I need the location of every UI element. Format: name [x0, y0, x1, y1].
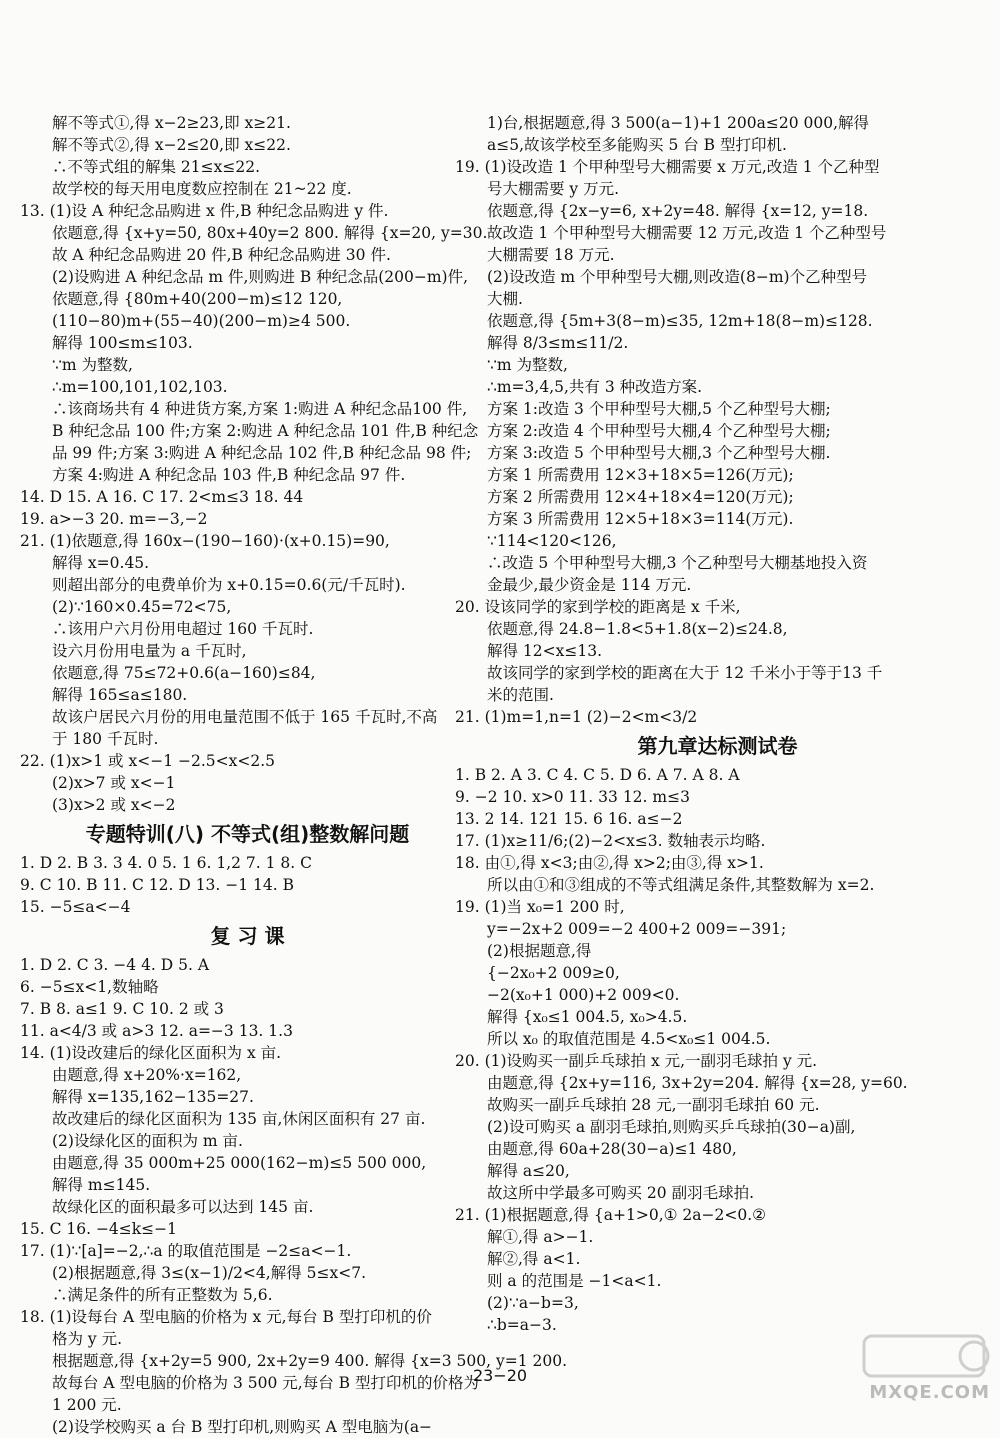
answer-line: 1. D 2. C 3. −4 4. D 5. A [20, 956, 210, 974]
answer-line: 18. 由①,得 x<3;由②,得 x>2;由③,得 x>1. [455, 854, 764, 872]
answer-line: ∴m=100,101,102,103. [52, 378, 228, 396]
section-heading: 第九章达标测试卷 [637, 734, 798, 758]
answer-line: 9. −2 10. x>0 11. 33 12. m≤3 [455, 788, 690, 806]
answer-line: 11. a<4/3 或 a>3 12. a=−3 13. 1.3 [20, 1022, 293, 1040]
answer-line: 号大棚需要 y 万元. [487, 180, 620, 198]
answer-line: ∵m 为整数, [52, 356, 133, 374]
answer-line: 1. D 2. B 3. 3 4. 0 5. 1 6. 1,2 7. 1 8. C [20, 854, 312, 872]
answer-line: ∴b=a−3. [487, 1316, 557, 1334]
answer-line: ∴改造 5 个甲种型号大棚,3 个乙种型号大棚基地投入资 [487, 554, 868, 572]
answer-line: (2)∵a−b=3, [487, 1294, 579, 1312]
answer-line: 所以 x₀ 的取值范围是 4.5<x₀≤1 004.5. [487, 1030, 771, 1048]
answer-line: ∵m 为整数, [487, 356, 568, 374]
answer-line: y=−2x+2 009=−2 400+2 009=−391; [487, 920, 787, 938]
answer-line: 故学校的每天用电度数应控制在 21~22 度. [52, 180, 352, 198]
answer-line: 根据题意,得 {x+2y=5 900, 2x+2y=9 400. 解得 {x=3 500, y=1 200. [52, 1352, 567, 1370]
answer-line: 19. (1)设改造 1 个甲种型号大棚需要 x 万元,改造 1 个乙种型 [455, 158, 880, 176]
answer-line: 21. (1)m=1,n=1 (2)−2<m<3/2 [455, 708, 698, 726]
answer-line: 15. C 16. −4≤k≤−1 [20, 1220, 178, 1238]
answer-line: 依题意,得 75≤72+0.6(a−160)≤84, [52, 664, 316, 682]
answer-line: (3)x>2 或 x<−2 [52, 796, 176, 814]
answer-line: 由题意,得 35 000m+25 000(162−m)≤5 500 000, [52, 1154, 427, 1172]
watermark-text: MXQE.COM [869, 1382, 990, 1403]
answer-line: (2)设绿化区的面积为 m 亩. [52, 1132, 243, 1150]
page-number: 23−20 [472, 1366, 528, 1385]
answer-line: 米的范围. [487, 686, 554, 704]
answer-line: 20. (1)设购买一副乒乓球拍 x 元,一副羽毛球拍 y 元. [455, 1052, 818, 1070]
answer-line: 所以由①和③组成的不等式组满足条件,其整数解为 x=2. [487, 876, 875, 894]
answer-line: 品 99 件;方案 3:购进 A 种纪念品 102 件,B 种纪念品 98 件; [52, 444, 472, 462]
answer-line: ∴该用户六月份用电超过 160 千瓦时. [52, 620, 314, 638]
answer-line: 由题意,得 x+20%·x=162, [52, 1066, 242, 1084]
answer-line: 方案 2:改造 4 个甲种型号大棚,4 个乙种型号大棚; [487, 422, 831, 440]
answer-line: 则超出部分的电费单价为 x+0.15=0.6(元/千瓦时). [52, 576, 406, 594]
answer-line: 大棚. [487, 290, 523, 308]
answer-line: 解得 165≤a≤180. [52, 686, 188, 704]
answer-line: 方案 1:改造 3 个甲种型号大棚,5 个乙种型号大棚; [487, 400, 831, 418]
answer-line: 1 200 元. [52, 1396, 122, 1414]
answer-line: 由题意,得 {2x+y=116, 3x+2y=204. 解得 {x=28, y=60. [487, 1074, 908, 1092]
answer-line: 解不等式①,得 x−2≥23,即 x≥21. [52, 114, 291, 132]
answer-line: 19. a>−3 20. m=−3,−2 [20, 510, 208, 528]
answer-line: 依题意,得 24.8−1.8<5+1.8(x−2)≤24.8, [487, 620, 788, 638]
answer-line: 7. B 8. a≤1 9. C 10. 2 或 3 [20, 1000, 224, 1018]
answer-line: 则 a 的范围是 −1<a<1. [487, 1272, 662, 1290]
answer-line: 13. (1)设 A 种纪念品购进 x 件,B 种纪念品购进 y 件. [20, 202, 389, 220]
answer-line: 方案 4:购进 A 种纪念品 103 件,B 种纪念品 97 件. [52, 466, 406, 484]
answer-line: 格为 y 元. [52, 1330, 123, 1348]
answer-line: 解不等式②,得 x−2≤20,即 x≤22. [52, 136, 291, 154]
answer-line: 解得 {x₀≤1 004.5, x₀>4.5. [487, 1008, 688, 1026]
answer-line: 故绿化区的面积最多可以达到 145 亩. [52, 1198, 314, 1216]
answer-line: (2)∵160×0.45=72<75, [52, 598, 232, 616]
answer-line: 1. B 2. A 3. C 4. C 5. D 6. A 7. A 8. A [455, 766, 740, 784]
answer-line: ∵114<120<126, [487, 532, 617, 550]
answer-line: B 种纪念品 100 件;方案 2:购进 A 种纪念品 101 件,B 种纪念 [52, 422, 479, 440]
answer-line: 由题意,得 60a+28(30−a)≤1 480, [487, 1140, 737, 1158]
right-column [455, 112, 980, 1336]
answer-line: ∴满足条件的所有正整数为 5,6. [52, 1286, 273, 1304]
answer-line: 方案 1 所需费用 12×3+18×5=126(万元); [487, 466, 794, 484]
section-heading: 复 习 课 [210, 924, 285, 948]
answer-line: ∴该商场共有 4 种进货方案,方案 1:购进 A 种纪念品100 件, [52, 400, 468, 418]
answer-line: 解得 x=135,162−135=27. [52, 1088, 254, 1106]
answer-line: 故购买一副乒乓球拍 28 元,一副羽毛球拍 60 元. [487, 1096, 820, 1114]
answer-line: 14. D 15. A 16. C 17. 2<m≤3 18. 44 [20, 488, 304, 506]
answer-line: 故每台 A 型电脑的价格为 3 500 元,每台 B 型打印机的价格为 [52, 1374, 479, 1392]
answer-line: 故该户居民六月份的用电量范围不低于 165 千瓦时,不高 [52, 708, 438, 726]
answer-line: 故改建后的绿化区面积为 135 亩,休闲区面积有 27 亩. [52, 1110, 426, 1128]
answer-line: 15. −5≤a<−4 [20, 898, 131, 916]
answer-line: 大棚需要 18 万元. [487, 246, 615, 264]
answer-line: 解①,得 a>−1. [487, 1228, 594, 1246]
answer-line: 21. (1)依题意,得 160x−(190−160)·(x+0.15)=90, [20, 532, 390, 550]
answer-line: 设六月份用电量为 a 千瓦时, [52, 642, 247, 660]
answer-line: 故这所中学最多可购买 20 副羽毛球拍. [487, 1184, 755, 1202]
answer-line: 17. (1)∵[a]=−2,∴a 的取值范围是 −2≤a<−1. [20, 1242, 352, 1260]
watermark-logo [824, 1330, 994, 1406]
section-heading: 专题特训(八) 不等式(组)整数解问题 [85, 822, 410, 846]
answer-line: (2)设改造 m 个甲种型号大棚,则改造(8−m)个乙种型号 [487, 268, 868, 286]
answer-line: 依题意,得 {80m+40(200−m)≤12 120, [52, 290, 343, 308]
answer-line: 解②,得 a<1. [487, 1250, 581, 1268]
answer-line: ∴m=3,4,5,共有 3 种改造方案. [487, 378, 703, 396]
answer-line: 解得 12<x≤13. [487, 642, 603, 660]
answer-line: 方案 2 所需费用 12×4+18×4=120(万元); [487, 488, 794, 506]
answer-line: 解得 m≤145. [52, 1176, 151, 1194]
answer-line: 故 A 种纪念品购进 20 件,B 种纪念品购进 30 件. [52, 246, 391, 264]
answer-line: (110−80)m+(55−40)(200−m)≥4 500. [52, 312, 351, 330]
answer-line: 依题意,得 {2x−y=6, x+2y=48. 解得 {x=12, y=18. [487, 202, 869, 220]
answer-line: −2(x₀+1 000)+2 009<0. [487, 986, 680, 1004]
answer-line: 17. (1)x≥11/6;(2)−2<x≤3. 数轴表示均略. [455, 832, 766, 850]
answer-line: (2)设购进 A 种纪念品 m 件,则购进 B 种纪念品(200−m)件, [52, 268, 469, 286]
answer-line: 18. (1)设每台 A 型电脑的价格为 x 元,每台 B 型打印机的价 [20, 1308, 432, 1326]
answer-line: 解得 x=0.45. [52, 554, 150, 572]
answer-line: 故该同学的家到学校的距离在大于 12 千米小于等于13 千 [487, 664, 883, 682]
answer-line: 于 180 千瓦时. [52, 730, 159, 748]
answer-line: (2)设可购买 a 副羽毛球拍,则购买乒乓球拍(30−a)副, [487, 1118, 856, 1136]
answer-line: 方案 3 所需费用 12×5+18×3=114(万元). [487, 510, 794, 528]
answer-line: (2)根据题意,得 [487, 942, 592, 960]
answer-line: 19. (1)当 x₀=1 200 时, [455, 898, 625, 916]
answer-line: 9. C 10. B 11. C 12. D 13. −1 14. B [20, 876, 295, 894]
answer-line: 14. (1)设改建后的绿化区面积为 x 亩. [20, 1044, 282, 1062]
answer-line: 金最少,最少资金是 114 万元. [487, 576, 692, 594]
answer-line: (2)x>7 或 x<−1 [52, 774, 176, 792]
answer-line: (2)根据题意,得 3≤(x−1)/2<4,解得 5≤x<7. [52, 1264, 366, 1282]
answer-line: 依题意,得 {x+y=50, 80x+40y=2 800. 解得 {x=20, y=30. [52, 224, 488, 242]
answer-line: 22. (1)x>1 或 x<−1 −2.5<x<2.5 [20, 752, 275, 770]
answer-line: 故改造 1 个甲种型号大棚需要 12 万元,改造 1 个乙种型号 [487, 224, 887, 242]
answer-line: {−2x₀+2 009≥0, [487, 964, 620, 982]
answer-line: 解得 a≤20, [487, 1162, 570, 1180]
answer-line: 1)台,根据题意,得 3 500(a−1)+1 200a≤20 000,解得 [487, 114, 869, 132]
answer-line: 依题意,得 {5m+3(8−m)≤35, 12m+18(8−m)≤128. [487, 312, 873, 330]
answer-line: 21. (1)根据题意,得 {a+1>0,① 2a−2<0.② [455, 1206, 767, 1224]
answer-line: (2)设学校购买 a 台 B 型打印机,则购买 A 型电脑为(a− [52, 1418, 433, 1436]
answer-line: 解得 8/3≤m≤11/2. [487, 334, 629, 352]
answer-line: ∴不等式组的解集 21≤x≤22. [52, 158, 261, 176]
answer-line: 解得 100≤m≤103. [52, 334, 193, 352]
answer-line: 20. 设该同学的家到学校的距离是 x 千米, [455, 598, 741, 616]
answer-line: 13. 2 14. 121 15. 6 16. a≤−2 [455, 810, 683, 828]
answer-line: 方案 3:改造 5 个甲种型号大棚,3 个乙种型号大棚. [487, 444, 831, 462]
answer-line: 6. −5≤x<1,数轴略 [20, 978, 159, 996]
answer-line: a≤5,故该学校至多能购买 5 台 B 型打印机. [487, 136, 787, 154]
